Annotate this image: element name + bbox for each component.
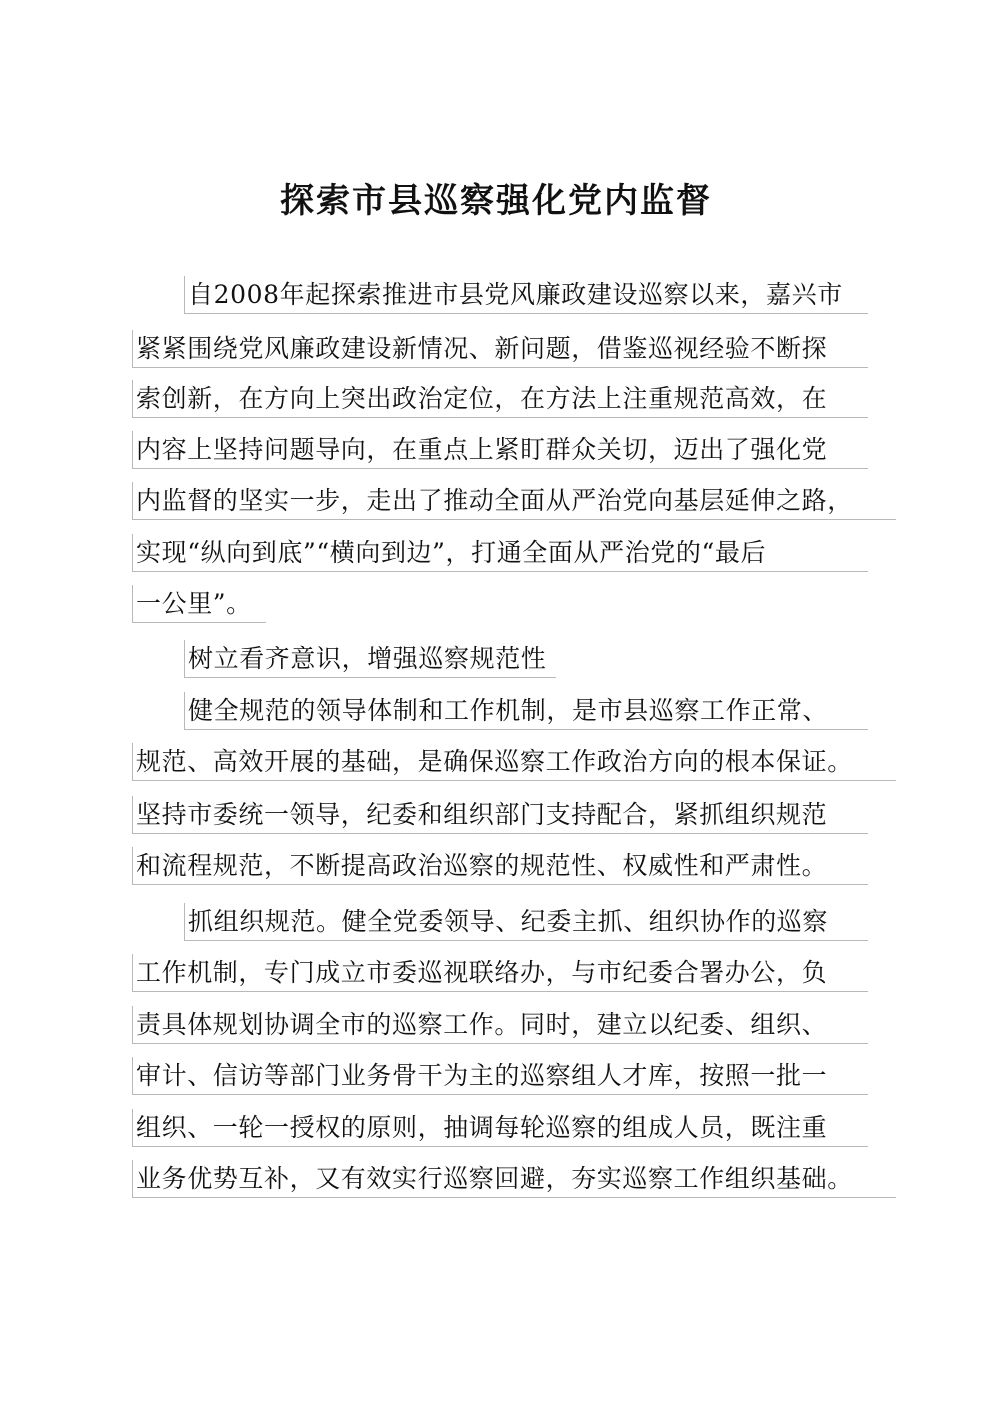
- text-line: 健全规范的领导体制和工作机制，是市县巡察工作正常、: [184, 692, 868, 730]
- section-heading: 树立看齐意识，增强巡察规范性: [184, 640, 556, 678]
- text-line: 抓组织规范。健全党委领导、纪委主抓、组织协作的巡察: [184, 903, 868, 941]
- text-line: 审计、信访等部门业务骨干为主的巡察组人才库，按照一批一: [132, 1057, 868, 1095]
- text-line: 和流程规范，不断提高政治巡察的规范性、权威性和严肃性。: [132, 847, 868, 885]
- text-line: 实现“纵向到底”“横向到边”，打通全面从严治党的“最后: [132, 534, 868, 572]
- text-line: 业务优势互补，又有效实行巡察回避，夯实巡察工作组织基础。: [132, 1160, 896, 1198]
- text-line: 规范、高效开展的基础，是确保巡察工作政治方向的根本保证。: [132, 743, 896, 781]
- text-line: 内监督的坚实一步，走出了推动全面从严治党向基层延伸之路，: [132, 482, 896, 520]
- text-line: 内容上坚持问题导向，在重点上紧盯群众关切，迈出了强化党: [132, 431, 868, 469]
- text-line: 工作机制，专门成立市委巡视联络办，与市纪委合署办公，负: [132, 954, 868, 992]
- page-title: 探索市县巡察强化党内监督: [280, 181, 712, 221]
- text-line: 紧紧围绕党风廉政建设新情况、新问题，借鉴巡视经验不断探: [132, 330, 868, 368]
- text-line: 坚持市委统一领导，纪委和组织部门支持配合，紧抓组织规范: [132, 796, 868, 834]
- text-line: 索创新，在方向上突出政治定位，在方法上注重规范高效，在: [132, 380, 868, 418]
- text-line: 责具体规划协调全市的巡察工作。同时，建立以纪委、组织、: [132, 1006, 868, 1044]
- text-line: 组织、一轮一授权的原则，抽调每轮巡察的组成人员，既注重: [132, 1109, 868, 1147]
- text-line: 一公里”。: [132, 585, 266, 623]
- text-line: 自2008年起探索推进市县党风廉政建设巡察以来，嘉兴市: [184, 276, 868, 314]
